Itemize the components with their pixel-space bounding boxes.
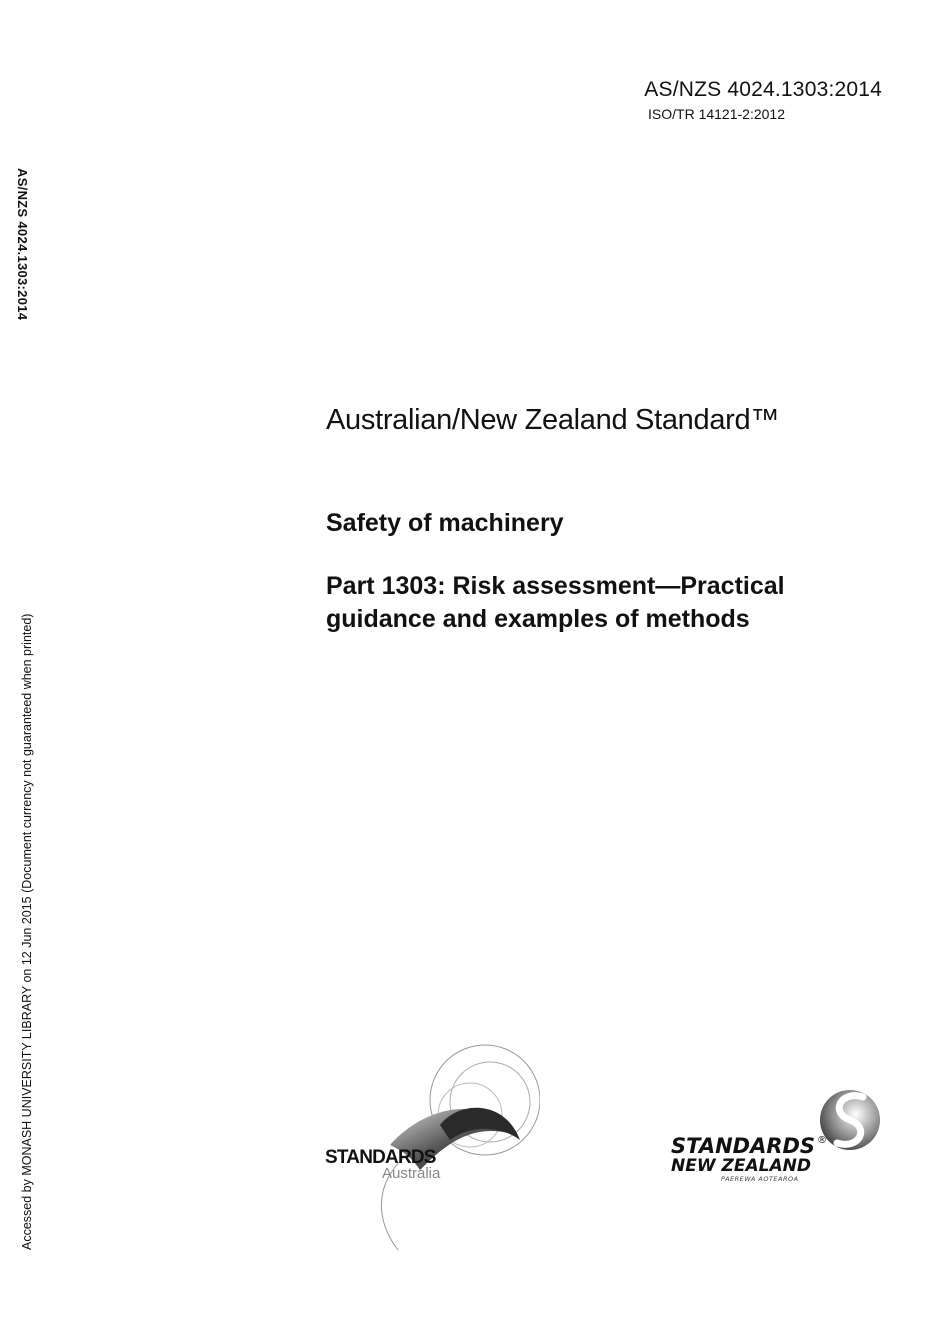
sa-logo-word2: Australia	[382, 1165, 441, 1182]
part-title-line1: Part 1303: Risk assessment—Practical	[326, 572, 785, 600]
part-title-line2: guidance and examples of methods	[326, 605, 750, 633]
iso-number: ISO/TR 14121-2:2012	[648, 106, 785, 122]
series-title: Australian/New Zealand Standard™	[326, 404, 780, 436]
snz-logo-word1: STANDARDS	[671, 1134, 816, 1158]
access-note: Accessed by MONASH UNIVERSITY LIBRARY on 12 Jun 2015 (Document currency not guaranteed when printed)	[20, 613, 34, 1250]
standards-new-zealand-logo	[665, 1085, 890, 1185]
standard-number: AS/NZS 4024.1303:2014	[644, 78, 882, 101]
snz-registered-mark: ®	[817, 1135, 827, 1146]
document-title: Safety of machinery	[326, 509, 564, 537]
snz-logo-word3: PAEREWA AOTEAROA	[721, 1175, 799, 1183]
snz-logo-word2: NEW ZEALAND	[671, 1156, 811, 1176]
standards-australia-logo	[320, 1040, 540, 1260]
spine-standard-number: AS/NZS 4024.1303:2014	[15, 168, 30, 321]
part-title	[326, 570, 906, 636]
sa-logo-word1: STANDARDS	[325, 1147, 436, 1168]
